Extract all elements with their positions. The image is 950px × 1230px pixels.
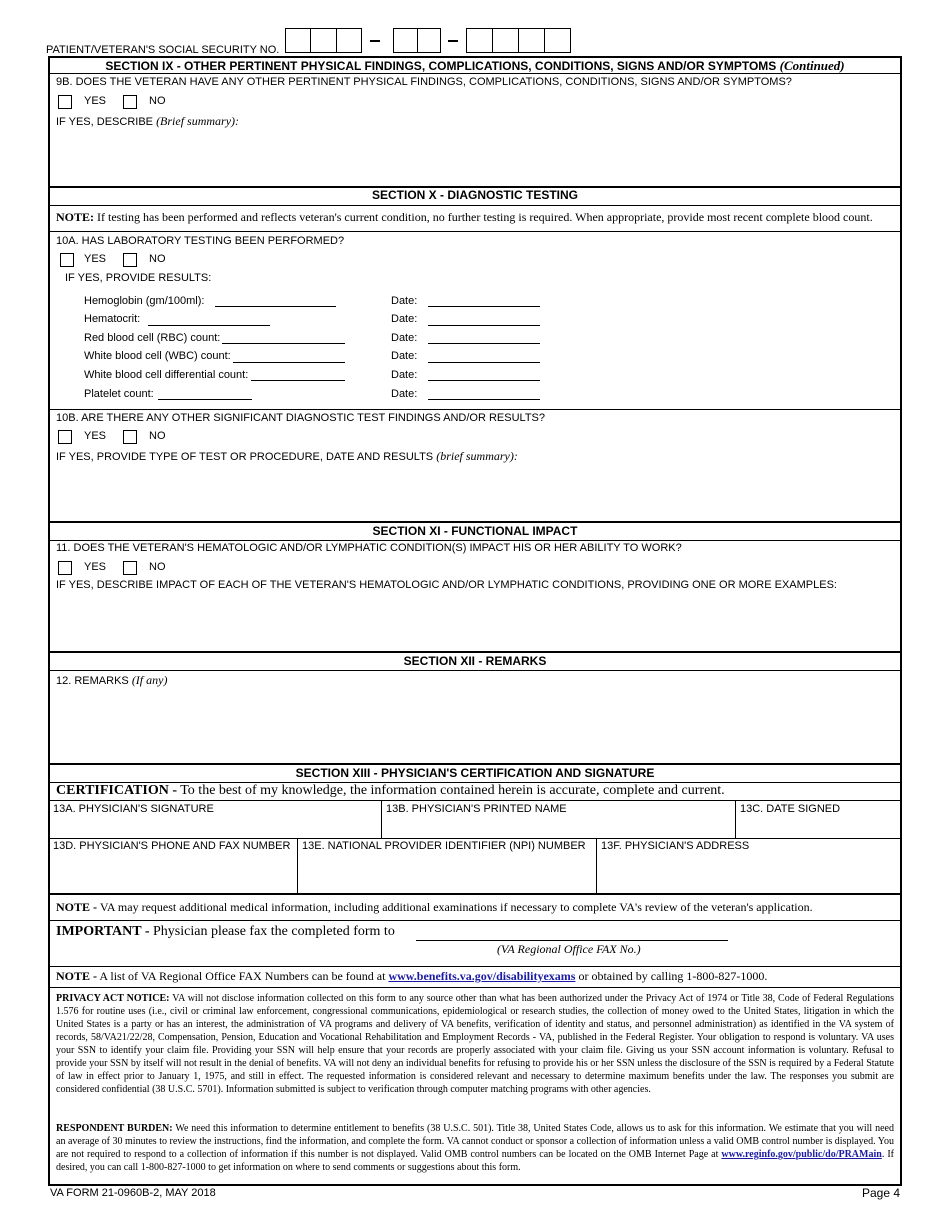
- respondent-burden: [56, 1122, 894, 1174]
- address-field[interactable]: [598, 856, 900, 892]
- hemoglobin-input[interactable]: [215, 306, 336, 307]
- divider: [48, 540, 902, 541]
- divider: [48, 409, 902, 410]
- note-label: NOTE:: [56, 210, 95, 224]
- q10b-provide-label: [56, 449, 518, 464]
- pra-link[interactable]: www.reginfo.gov/public/do/PRAMain: [721, 1149, 882, 1160]
- important-fax-note: [56, 924, 395, 940]
- provide-results-label: IF YES, PROVIDE RESULTS:: [65, 272, 212, 284]
- section-10-title: SECTION X - DIAGNOSTIC TESTING: [371, 188, 578, 202]
- phone-fax-field[interactable]: [50, 856, 296, 892]
- section-10-note: [56, 210, 873, 225]
- privacy-text: VA will not disclose information collected on this form to any source other than what has been authorized under the Privacy Act of 1974 or Title 38, Code of Federal Regulations 1.576 for routine uses (i.e., civil or criminal law enforcement, congressional communications, epidemiological or research studies, the collection of money owed to the United States, litigation in which the United States is a party or has an interest, the administration of VA programs and delivery of VA benefits, verification of identity and status, and personnel administration) as identified in the VA system of records, 58/VA21/22/28, Compensation, Pension, Education and Vocational Rehabilitation and Employment Records - VA, published in the Federal Register. Your obligation to respond is voluntary. VA uses your SSN to identify your claim file. Providing your SSN will help ensure that your records are properly associated with your claim file. Giving us your SSN account information is voluntary. Refusal to provide your SSN by itself will not result in the denial of benefits. VA will not deny an individual benefits for refusing to provide his or her SSN unless the disclosure of the SSN is required by a Federal Statute of law in effect prior to January 1, 1975, and still in effect. The requested information is considered relevant and necessary to determine maximum benefits under the law. The responses you submit are considered confidential (38 U.S.C. 5701). Information submitted is subject to verification through computer matching programs with other agencies.: [56, 993, 894, 1095]
- field-13a-label: 13A. PHYSICIAN'S SIGNATURE: [53, 803, 214, 815]
- date-label: Date:: [391, 313, 418, 325]
- test-hemoglobin-label: Hemoglobin (gm/100ml):: [84, 295, 205, 307]
- section-11-title: SECTION XI - FUNCTIONAL IMPACT: [372, 524, 578, 538]
- platelet-input[interactable]: [158, 399, 252, 400]
- wbc-diff-input[interactable]: [251, 380, 345, 381]
- q10b-yes-checkbox[interactable]: [58, 430, 72, 444]
- field-13c-label: 13C. DATE SIGNED: [740, 803, 841, 815]
- platelet-date-input[interactable]: [428, 399, 540, 400]
- ssn-label: PATIENT/VETERAN'S SOCIAL SECURITY NO.: [46, 44, 280, 56]
- q9b-describe-area[interactable]: [50, 130, 900, 185]
- divider: [48, 987, 902, 988]
- important-text: Physician please fax the completed form to: [153, 924, 395, 939]
- q10b-no-checkbox[interactable]: [123, 430, 137, 444]
- q10a-yes-label: YES: [84, 253, 107, 265]
- question-12: [56, 673, 167, 688]
- question-9b: 9B. DOES THE VETERAN HAVE ANY OTHER PERTINENT PHYSICAL FINDINGS, COMPLICATIONS, CONDITIONS, SIGNS AND/OR SYMPTOMS?: [56, 76, 792, 88]
- q10b-no-label: NO: [149, 430, 166, 442]
- test-platelet-label: Platelet count:: [84, 388, 154, 400]
- hematocrit-input[interactable]: [148, 325, 270, 326]
- q11-yes-label: YES: [84, 561, 107, 573]
- hematocrit-date-input[interactable]: [428, 325, 540, 326]
- q12-hint: (If any): [131, 673, 168, 687]
- printed-name-field[interactable]: [383, 817, 733, 837]
- date-label: Date:: [391, 332, 418, 344]
- q11-no-label: NO: [149, 561, 166, 573]
- test-wbc-label: White blood cell (WBC) count:: [84, 350, 231, 362]
- certification-label: CERTIFICATION -: [56, 783, 177, 798]
- note-text: A list of VA Regional Office FAX Numbers can be found at: [99, 969, 386, 983]
- date-label: Date:: [391, 388, 418, 400]
- q9b-yes-checkbox[interactable]: [58, 95, 72, 109]
- field-13f-label: 13F. PHYSICIAN'S ADDRESS: [601, 840, 750, 852]
- q12-text: 12. REMARKS: [56, 675, 129, 687]
- divider: [48, 763, 902, 765]
- q10b-provide-text: IF YES, PROVIDE TYPE OF TEST OR PROCEDURE, DATE AND RESULTS: [56, 451, 434, 463]
- section-9-title-text: SECTION IX - OTHER PERTINENT PHYSICAL FINDINGS, COMPLICATIONS, CONDITIONS, SIGNS AND/OR SYMPTOMS: [105, 59, 777, 73]
- ssn-field-part2[interactable]: [393, 28, 441, 53]
- q9b-describe-label: [56, 114, 239, 129]
- hemoglobin-date-input[interactable]: [428, 306, 540, 307]
- section-9-title-suffix: (Continued): [779, 58, 845, 73]
- important-label: IMPORTANT -: [56, 924, 150, 939]
- q9b-no-label: NO: [149, 95, 166, 107]
- wbc-input[interactable]: [233, 362, 345, 363]
- test-wbc-diff-label: White blood cell differential count:: [84, 369, 249, 381]
- npi-field[interactable]: [299, 856, 595, 892]
- q11-describe-label: IF YES, DESCRIBE IMPACT OF EACH OF THE VETERAN'S HEMATOLOGIC AND/OR LYMPHATIC CONDITIONS, PROVIDING ONE OR MORE EXAMPLES:: [56, 579, 837, 591]
- divider: [596, 838, 597, 893]
- note-text-after: or obtained by calling 1-800-827-1000.: [578, 969, 768, 983]
- q11-describe-area[interactable]: [50, 596, 900, 650]
- ssn-field-part3[interactable]: [466, 28, 571, 53]
- divider: [48, 800, 902, 801]
- divider: [48, 670, 902, 671]
- note-text: VA may request additional medical information, including additional examinations if necessary to complete VA's review of the veteran's application.: [99, 900, 813, 914]
- q10b-provide-hint: (brief summary):: [436, 449, 518, 463]
- q10a-no-checkbox[interactable]: [123, 253, 137, 267]
- note-text: If testing has been performed and reflects veteran's current condition, no further testing is required. When appropriate, provide most recent complete blood count.: [97, 210, 873, 224]
- rbc-input[interactable]: [222, 343, 345, 344]
- rbc-date-input[interactable]: [428, 343, 540, 344]
- date-label: Date:: [391, 350, 418, 362]
- divider: [48, 651, 902, 653]
- field-13e-label: 13E. NATIONAL PROVIDER IDENTIFIER (NPI) NUMBER: [302, 840, 586, 852]
- divider: [735, 800, 736, 838]
- q9b-yes-label: YES: [84, 95, 107, 107]
- fax-number-input[interactable]: [416, 940, 728, 941]
- question-10a: 10A. HAS LABORATORY TESTING BEEN PERFORMED?: [56, 235, 345, 247]
- note-label: NOTE -: [56, 900, 98, 914]
- q10b-yes-label: YES: [84, 430, 107, 442]
- burden-text-after: . If desired, you can call 1-800-827-1000 to get information on where to send comments or suggestions about this form.: [56, 1149, 894, 1173]
- form-id: VA FORM 21-0960B-2, MAY 2018: [50, 1187, 216, 1199]
- wbc-date-input[interactable]: [428, 362, 540, 363]
- fax-hint: (VA Regional Office FAX No.): [497, 942, 641, 956]
- note-label: NOTE -: [56, 969, 98, 983]
- divider: [48, 838, 902, 839]
- section-12-title: SECTION XII - REMARKS: [403, 654, 547, 668]
- burden-text: We need this information to determine entitlement to benefits (38 U.S.C. 501). Title 38, United States Code, allows us to ask for this information. We estimate that you will need an average of 30 minutes to review the instructions, find the information, and complete the form. VA cannot conduct or sponsor a collection of information unless a valid OMB control number is displayed. You are not required to respond to a collection of information if this number is not displayed. Valid OMB control numbers can be located on the OMB Internet Page at: [56, 1123, 894, 1160]
- q10a-yes-checkbox[interactable]: [60, 253, 74, 267]
- date-label: Date:: [391, 369, 418, 381]
- divider: [381, 800, 382, 838]
- ssn-field-part1[interactable]: [285, 28, 362, 53]
- ssn-dash: [448, 40, 458, 42]
- field-13b-label: 13B. PHYSICIAN'S PRINTED NAME: [386, 803, 567, 815]
- divider: [48, 920, 902, 921]
- section-13-title: SECTION XIII - PHYSICIAN'S CERTIFICATION AND SIGNATURE: [295, 766, 655, 780]
- q9b-no-checkbox[interactable]: [123, 95, 137, 109]
- divider: [48, 231, 902, 232]
- q10b-results-area[interactable]: [50, 466, 900, 520]
- certification-statement: [56, 783, 725, 799]
- field-13d-label: 13D. PHYSICIAN'S PHONE AND FAX NUMBER: [53, 840, 291, 852]
- section-9-title: [48, 58, 902, 74]
- ssn-dash: [370, 40, 380, 42]
- divider: [48, 893, 902, 895]
- q10a-no-label: NO: [149, 253, 166, 265]
- note-fax-list: [56, 969, 767, 984]
- q9b-describe-hint: (Brief summary):: [156, 114, 240, 128]
- benefits-link[interactable]: www.benefits.va.gov/disabilityexams: [388, 969, 576, 983]
- test-rbc-label: Red blood cell (RBC) count:: [84, 332, 221, 344]
- test-hematocrit-label: Hematocrit:: [84, 313, 141, 325]
- q11-no-checkbox[interactable]: [123, 561, 137, 575]
- date-signed-field[interactable]: [737, 817, 900, 837]
- q11-yes-checkbox[interactable]: [58, 561, 72, 575]
- remarks-area[interactable]: [50, 690, 900, 762]
- signature-field[interactable]: [50, 817, 380, 837]
- certification-text: To the best of my knowledge, the information contained herein is accurate, complete and current.: [180, 783, 725, 798]
- date-label: Date:: [391, 295, 418, 307]
- question-10b: 10B. ARE THERE ANY OTHER SIGNIFICANT DIAGNOSTIC TEST FINDINGS AND/OR RESULTS?: [56, 412, 545, 424]
- divider: [48, 521, 902, 523]
- privacy-label: PRIVACY ACT NOTICE:: [56, 993, 170, 1004]
- page-number: Page 4: [862, 1186, 901, 1200]
- wbc-diff-date-input[interactable]: [428, 380, 540, 381]
- burden-label: RESPONDENT BURDEN:: [56, 1123, 173, 1134]
- divider: [297, 838, 298, 893]
- divider: [48, 966, 902, 967]
- note-additional-info: [56, 900, 813, 915]
- privacy-act-notice: [56, 992, 894, 1096]
- divider: [48, 73, 902, 74]
- q9b-describe-text: IF YES, DESCRIBE: [56, 116, 153, 128]
- divider: [48, 205, 902, 206]
- question-11: 11. DOES THE VETERAN'S HEMATOLOGIC AND/OR LYMPHATIC CONDITION(S) IMPACT HIS OR HER ABILITY TO WORK?: [56, 542, 682, 554]
